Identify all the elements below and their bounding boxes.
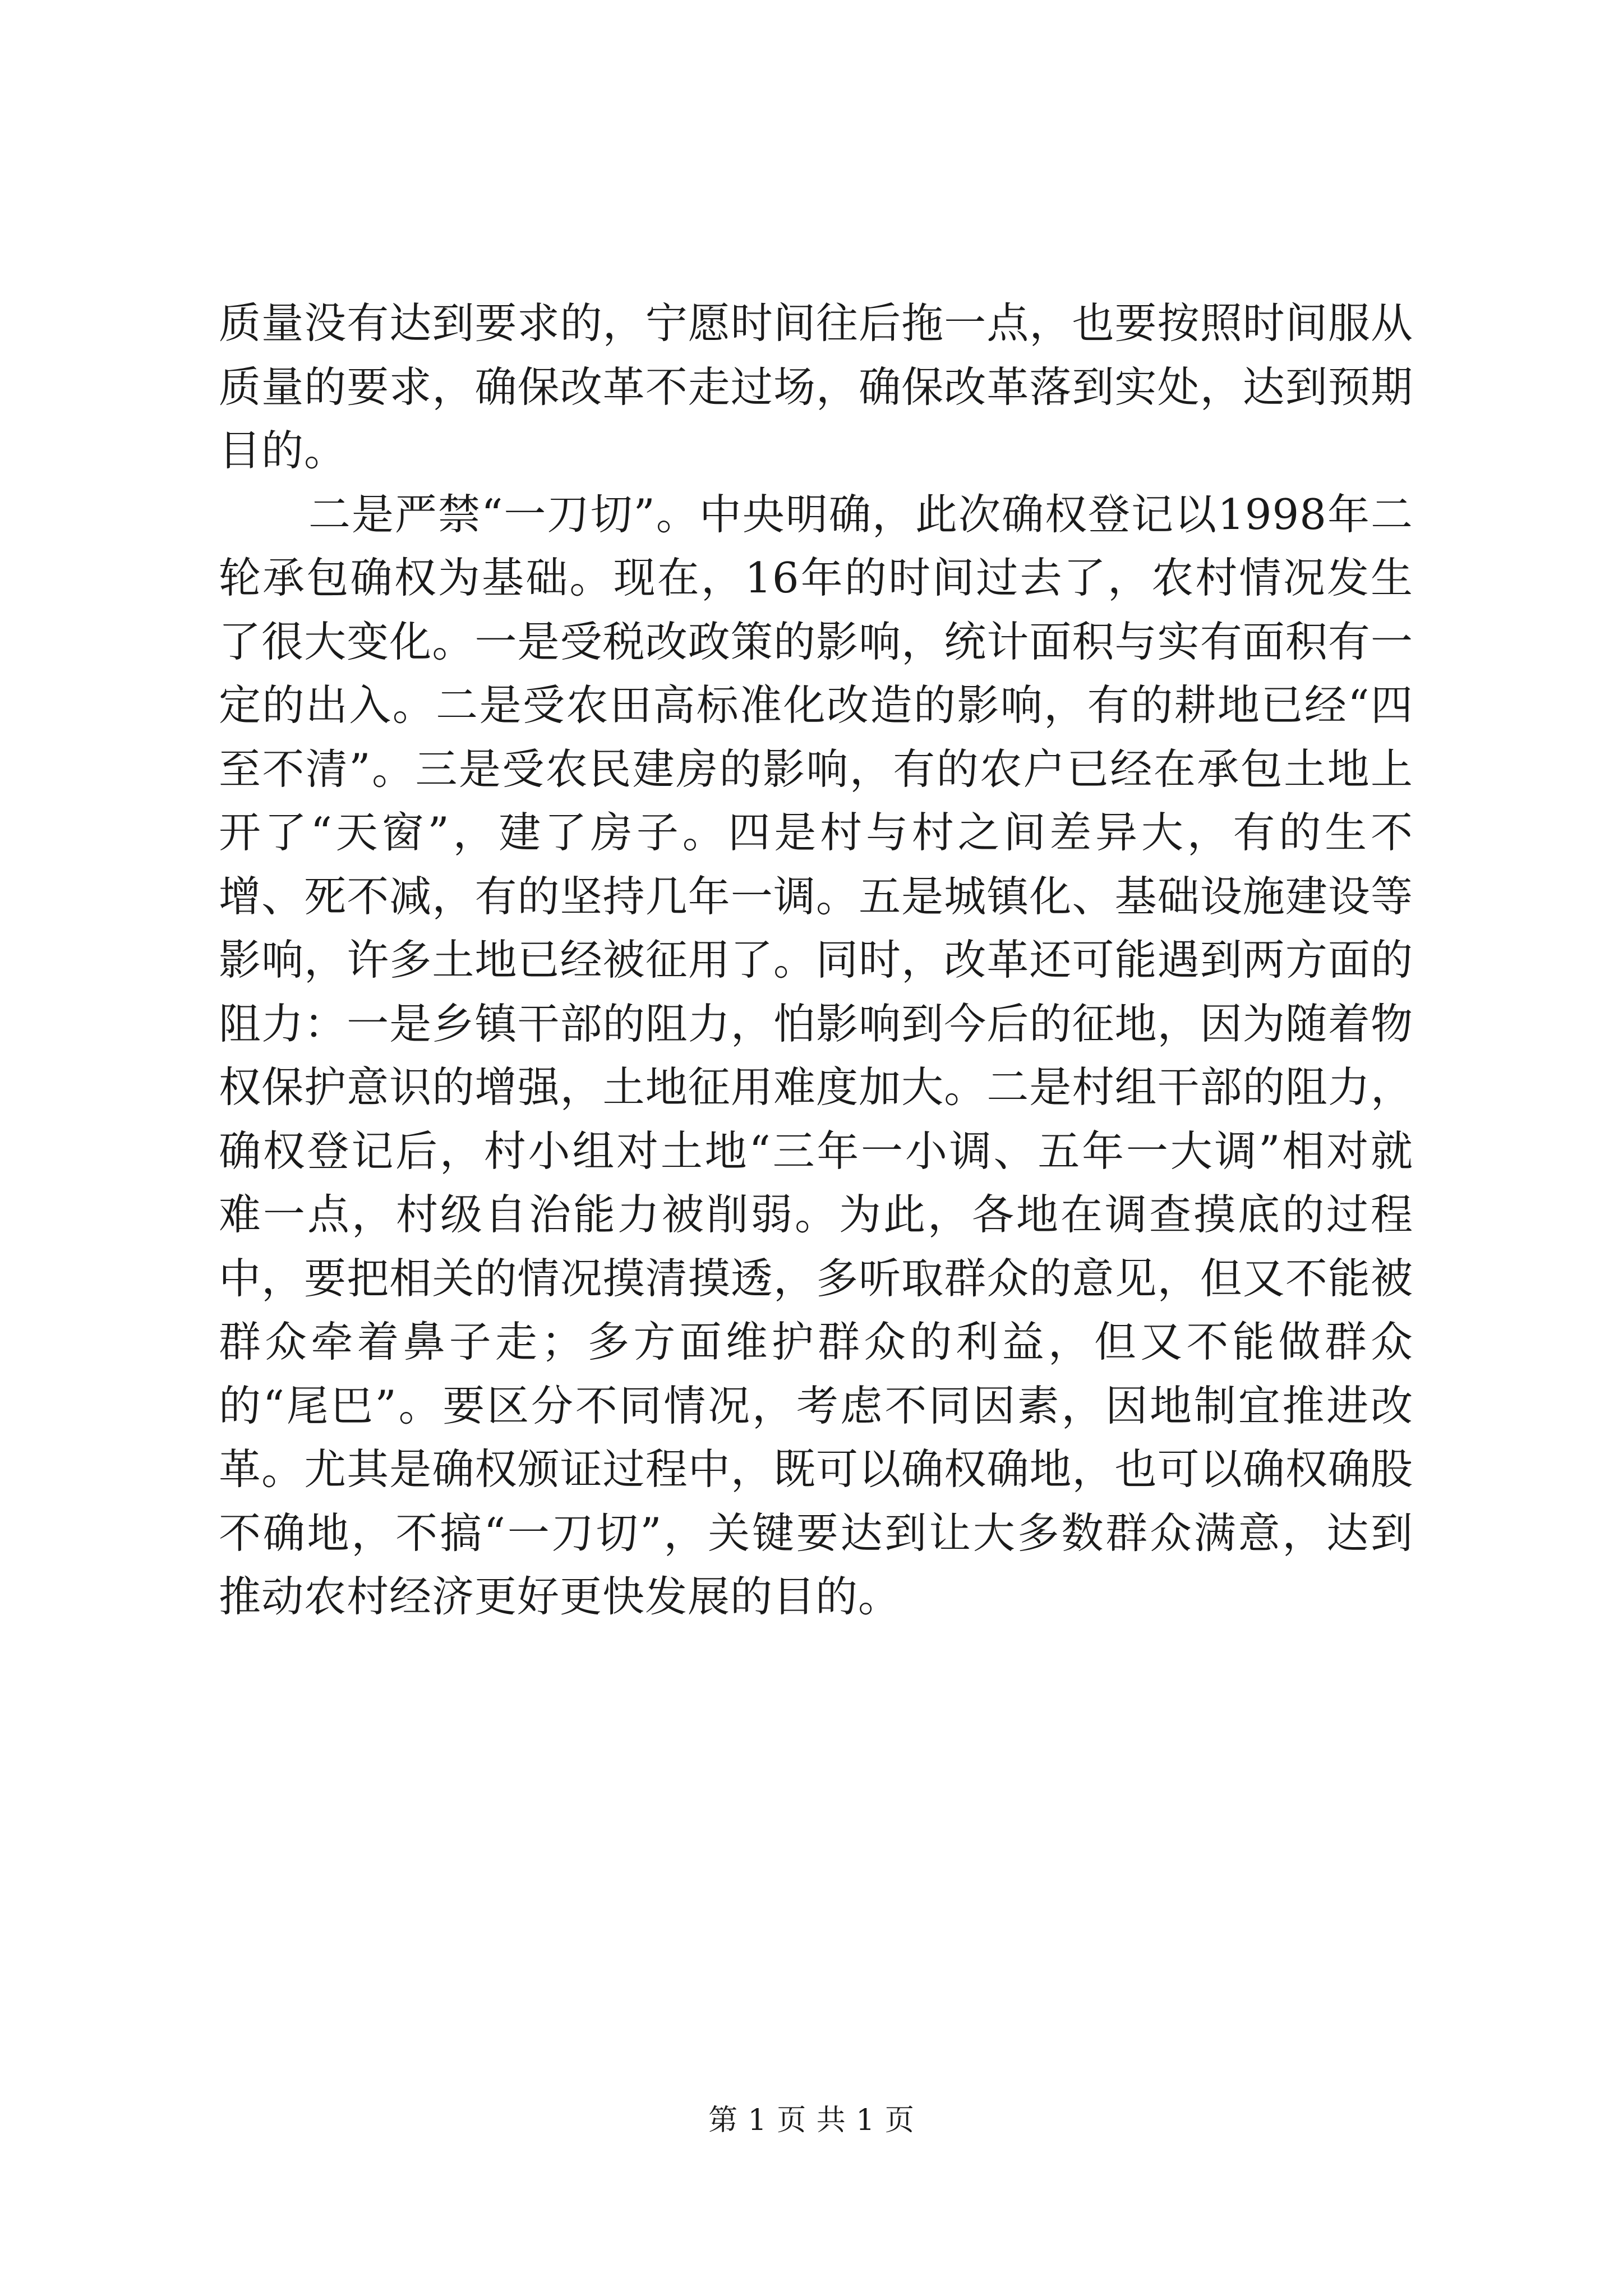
- paragraph-1: 质量没有达到要求的，宁愿时间往后拖一点，也要按照时间服从质量的要求，确保改革不走过场，确保改革落到实处，达到预期目的。: [219, 298, 1413, 475]
- page-footer: 第 1 页 共 1 页: [708, 2104, 915, 2137]
- document-body: [219, 292, 1413, 1629]
- paragraph-2: 二是严禁“一刀切”。中央明确，此次确权登记以1998年二轮承包确权为基础。现在，16年的时间过去了，农村情况发生了很大变化。一是受税改政策的影响，统计面积与实有面积有一定的出入。二是受农田高标准化改造的影响，有的耕地已经“四至不清”。三是受农民建房的影响，有的农户已经在承包土地上开了“天窗”，建了房子。四是村与村之间差异大，有的生不增、死不减，有的坚持几年一调。五是城镇化、基础设施建设等影响，许多土地已经被征用了。同时，改革还可能遇到两方面的阻力：一是乡镇干部的阻力，怕影响到今后的征地，因为随着物权保护意识的增强，土地征用难度加大。二是村组干部的阻力，确权登记后，村小组对土地“三年一小调、五年一大调”相对就难一点，村级自治能力被削弱。为此，各地在调查摸底的过程中，要把相关的情况摸清摸透，多听取群众的意见，但又不能被群众牵着鼻子走；多方面维护群众的利益，但又不能做群众的“尾巴”。要区分不同情况，考虑不同因素，因地制宜推进改革。尤其是确权颁证过程中，既可以确权确地，也可以确权确股不确地，不搞“一刀切”，关键要达到让大多数群众满意，达到推动农村经济更好更快发展的目的。: [219, 489, 1413, 1621]
